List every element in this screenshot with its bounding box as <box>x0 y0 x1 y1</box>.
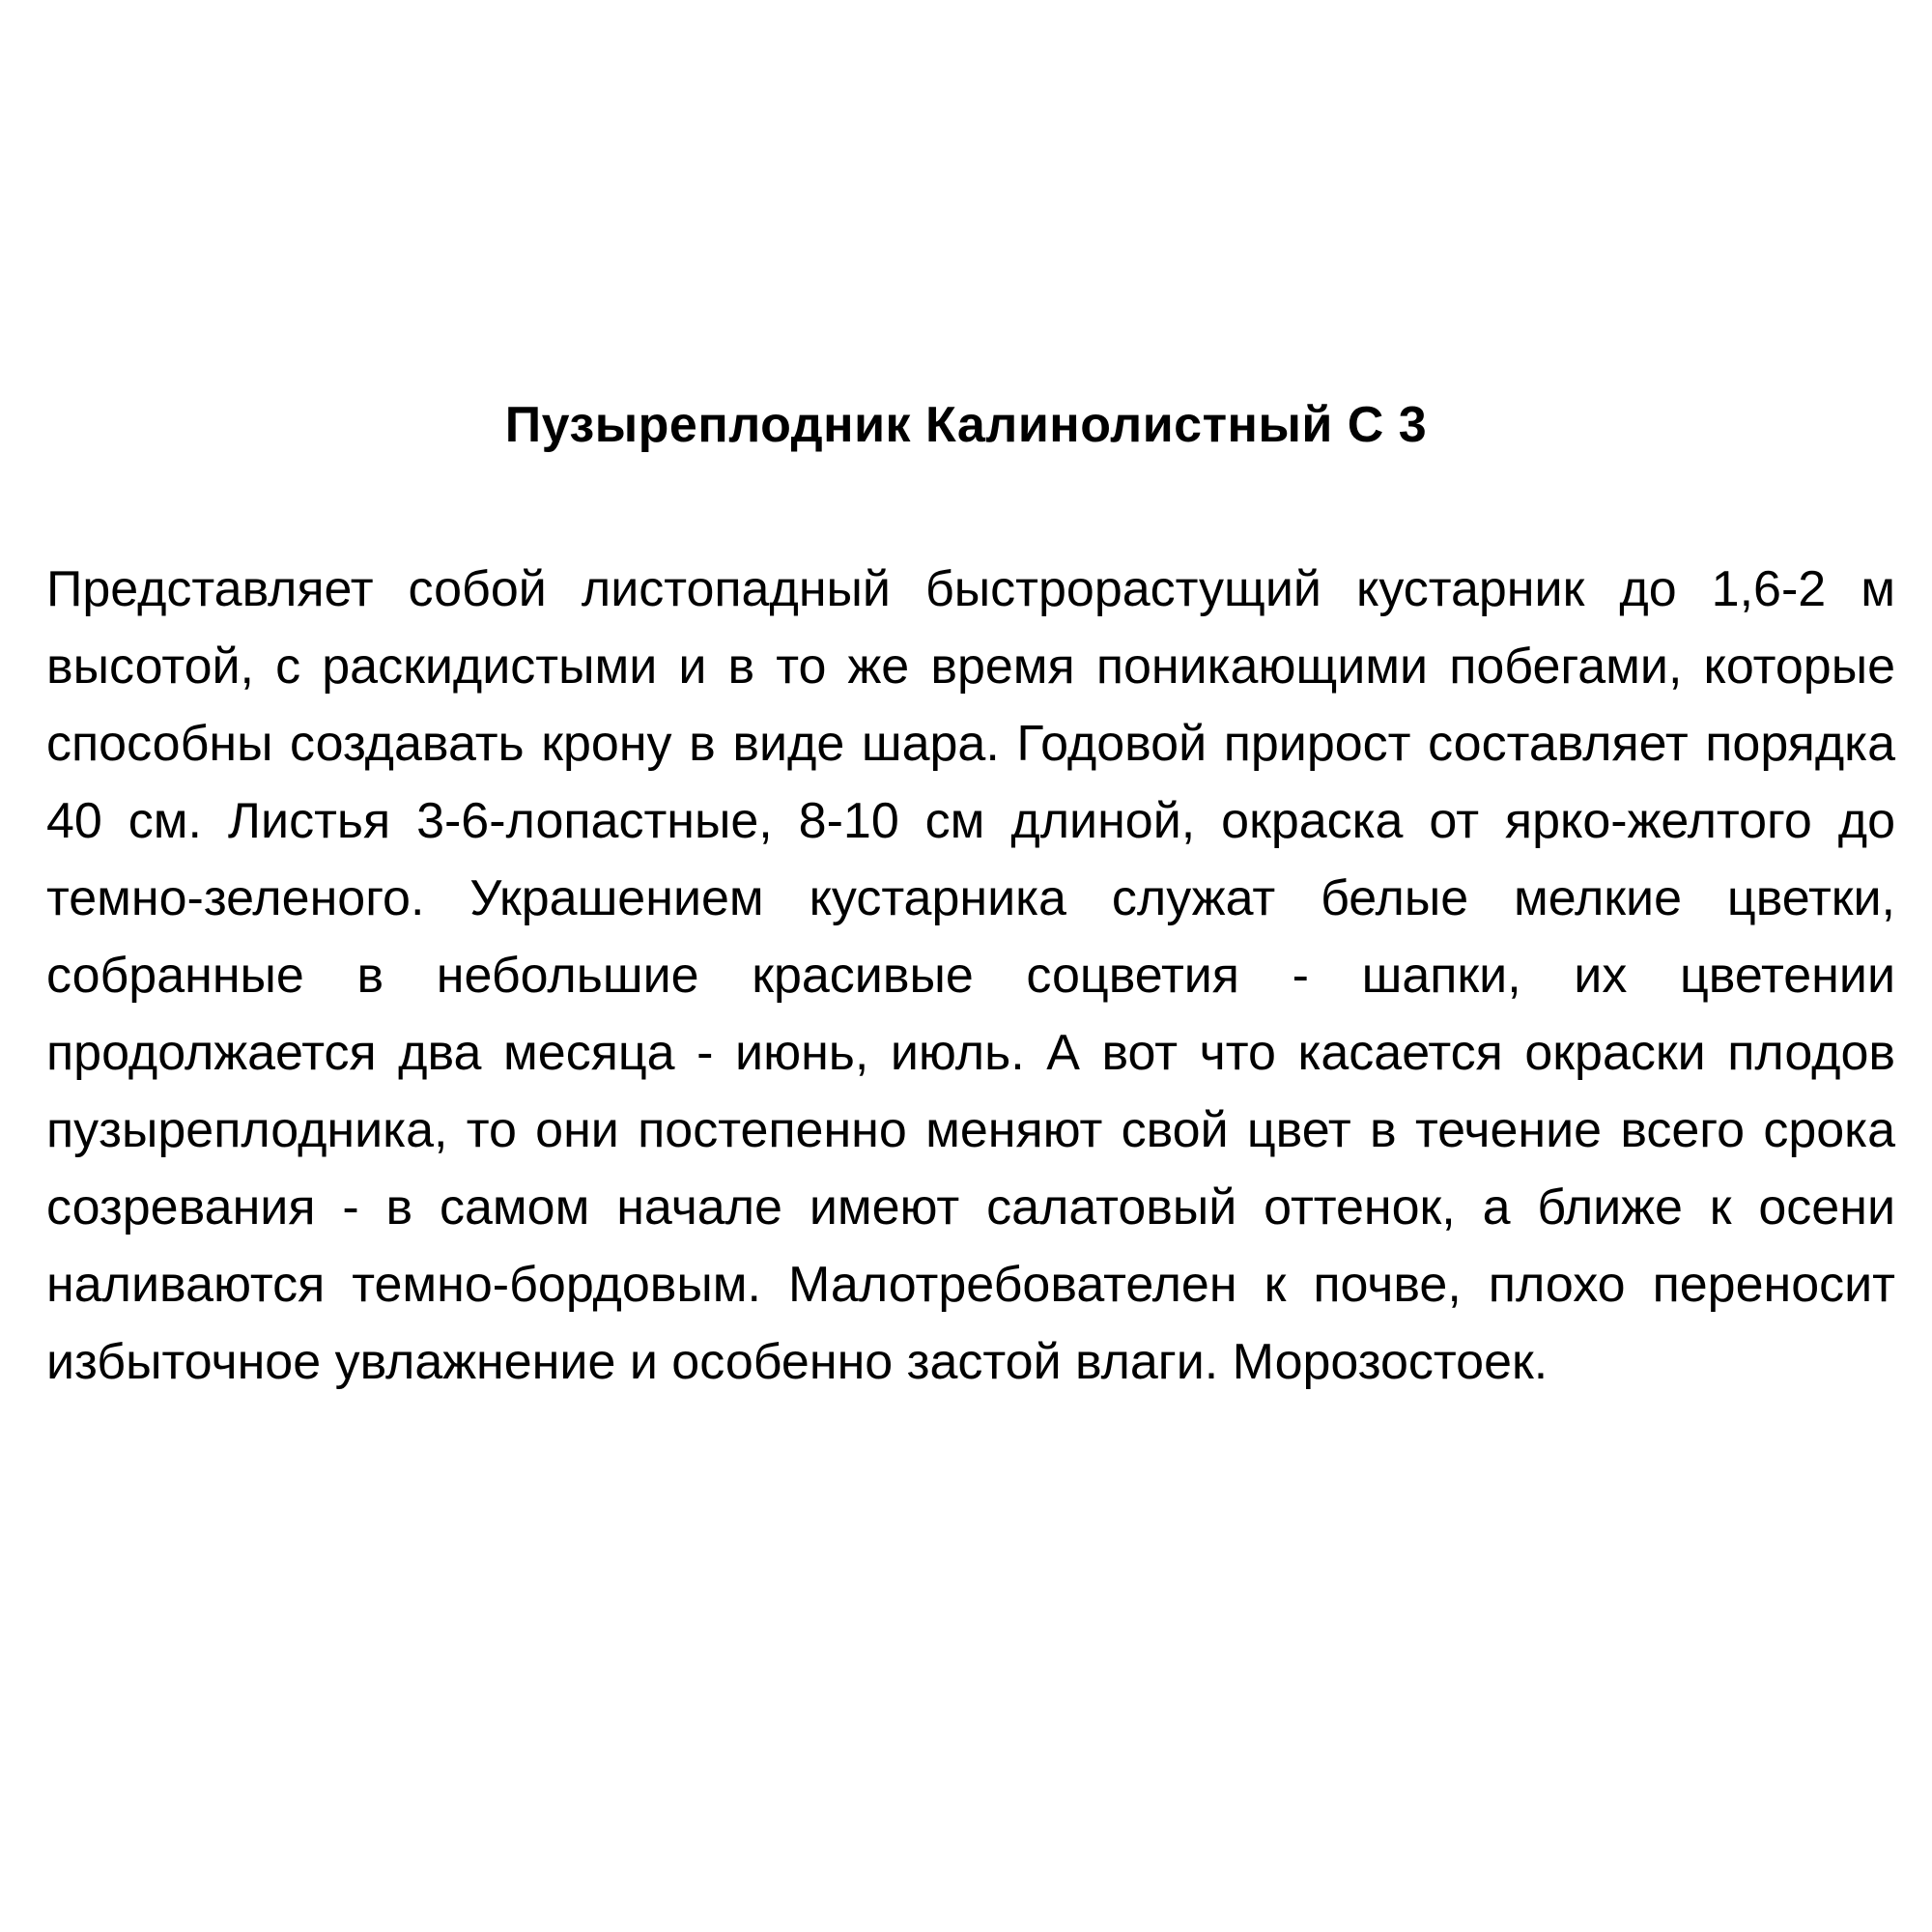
document-paragraph: Представляет собой листопадный быстрорастущий кустарник до 1,6-2 м высотой, с раскидистыми и в то же время поникающими побегами, которые способны создавать крону в виде шара. Годовой прирост составляет порядка 40 см. Листья 3-6-лопастные, 8-10 см длиной, окраска от ярко-желтого до темно-зеленого. Украшением кустарника служат белые мелкие цветки, собранные в небольшие красивые соцветия - шапки, их цветении продолжается два месяца - июнь, июль. А вот что касается окраски плодов пузыреплодника, то они постепенно меняют свой цвет в течение всего срока созревания - в самом начале имеют салатовый оттенок, а ближе к осени наливаются темно-бордовым. Малотребователен к почве, плохо переносит избыточное увлажнение и особенно застой влаги. Морозостоек. <box>46 561 1895 1390</box>
document-title: Пузыреплодник Калинолистный С 3 <box>504 397 1428 453</box>
